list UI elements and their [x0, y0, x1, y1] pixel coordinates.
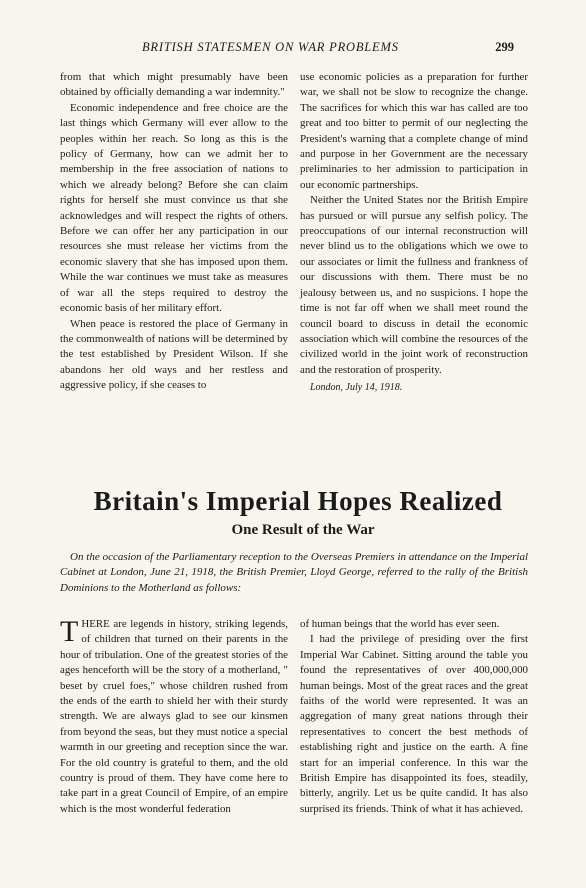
paragraph: Neither the United States nor the British Empire has pursued or will pursue any selfish policy. The preoccupations of our internal reconstruction will never blind us to the obligations which we owe to our associates or limit the fullness and frankness of our discussions with them. There must be no jealousy between us, and no suspicions. I hope the time is not far off when we shall meet round the council board to discuss in detail the economic association which will combine the resources of the civilized world in the joint work of reconstruction and the restoration of prosperity.: [300, 194, 528, 376]
article-title: Britain's Imperial Hopes Realized: [93, 486, 503, 516]
intro-text: On the occasion of the Parliamentary reception to the Overseas Premiers in attendance on the Imperial Cabinet at London, June 21, 1918, the British Premier, Lloyd George, referred to the rally of the British Dominions to the Motherland as follows:: [60, 551, 528, 594]
article-intro: [60, 550, 528, 596]
running-head: BRITISH STATESMEN ON WAR PROBLEMS: [142, 40, 399, 54]
bottom-left-column: [60, 617, 288, 817]
bottom-right-column: [300, 617, 528, 817]
paragraph: of human beings that the world has ever seen.: [300, 618, 500, 630]
paragraph: When peace is restored the place of Germany in the commonwealth of nations will be determined by the test established by President Wilson. If she abandons her old ways and her restless and aggressive policy, if she ceases to: [60, 317, 288, 392]
paragraph: [60, 617, 288, 817]
dateline: London, July 14, 1918.: [310, 382, 403, 394]
page-header: [62, 40, 514, 60]
page-number: 299: [495, 40, 514, 54]
top-right-column: [300, 70, 528, 396]
paragraph: from that which might presumably have been obtained by officially demanding a war indemnity.": [60, 71, 288, 99]
paragraph: I had the privilege of presiding over the first Imperial War Cabinet. Sitting around the table you found the representatives of over 400,000,000 human beings. Most of the great races and the great faiths of the world were represented. It was an aggregation of many great nations through their representatives to concert the best methods of establishing right and justice on the earth. A fine start for an imperial conference. In this war the British Empire has disappointed its foes, steadily, bitterly, angrily. Let us be quite candid. It has also surprised its friends. Think of what it has achieved.: [300, 633, 528, 815]
paragraph-text: HERE are legends in history, striking legends, of children that turned on their parents in the hour of tribulation. One of the greatest stories of the ages henceforth will be the story of a motherland, " beset by cruel foes," whose children rushed from the ends of the earth to shield her with their sturdy strength. We are always glad to see our kinsmen from beyond the seas, but they must notice a special warmth in our greeting and reception since the war. For the old country is grateful to them, and the old country is proud of them. They have come here to take part in a great Council of Empire, of an empire which is the most wonderful federation: [60, 618, 288, 815]
paragraph: use economic policies as a preparation for further war, we shall not be slow to recognize the change. The sacrifices for which this war has called are too great and too bitter to permit of our neglecting the President's warning that a complete change of mind and purpose in her Government are the necessary preliminaries to her admission to participation in our economic partnerships.: [300, 71, 528, 191]
article-subtitle: One Result of the War: [231, 522, 375, 538]
paragraph: Economic independence and free choice are the last things which Germany will ever allow to the peoples within her reach. So long as this is the policy of Germany, how can we admit her to membership in the free association of nations to which we already belong? Before she can claim rights for herself she must convince us that she acknowledges and will respect the rights of others. Before we can offer her any participation in our resources she must release her victims from the economic slavery that she has imposed upon them. While the war continues we must take as measures of war all the steps required to destroy the economic basis of her military effort.: [60, 101, 288, 315]
drop-cap: T: [60, 615, 79, 648]
top-left-column: [60, 70, 288, 394]
